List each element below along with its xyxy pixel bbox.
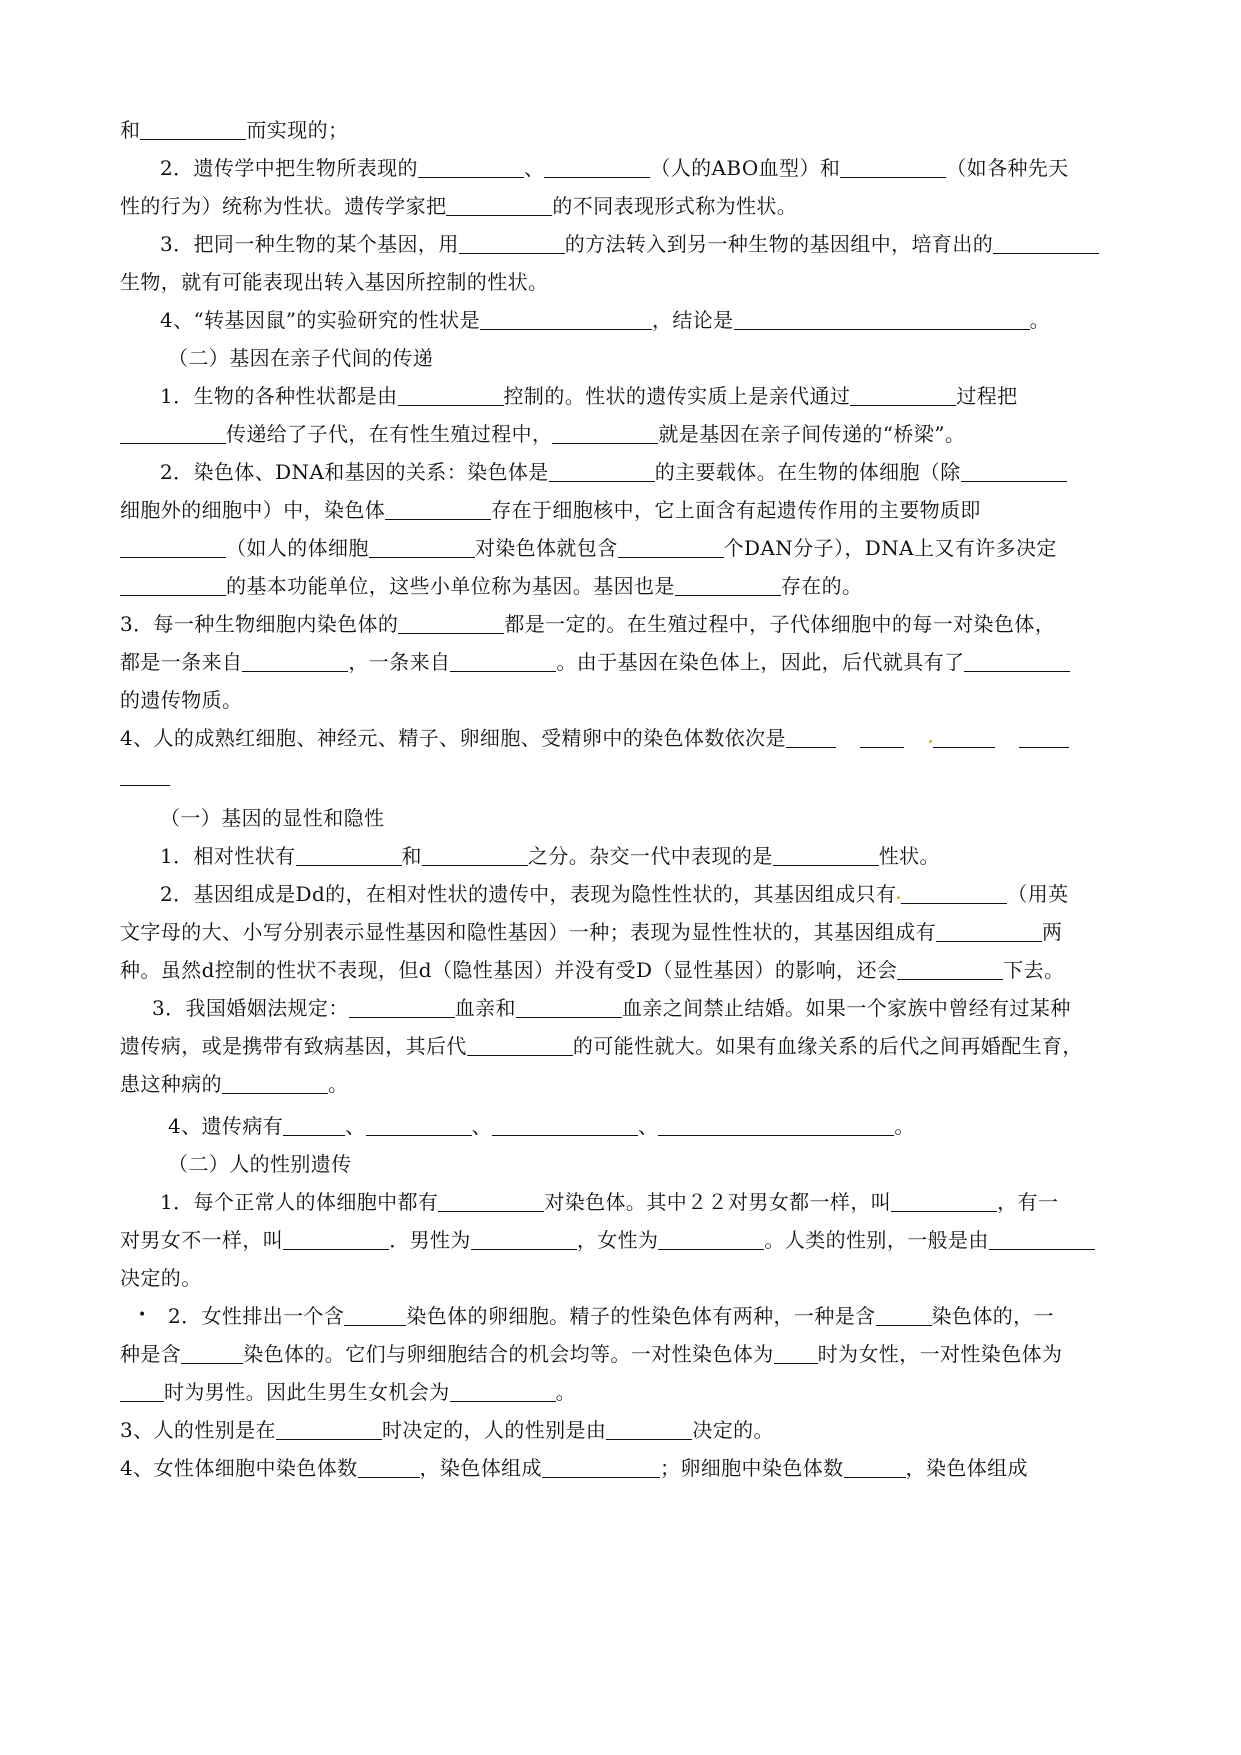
blank[interactable]: [840, 157, 946, 178]
blank[interactable]: [675, 575, 781, 596]
blank[interactable]: [471, 1229, 577, 1250]
blank[interactable]: [844, 1457, 906, 1478]
text-line: 患这种病的 。: [120, 1072, 349, 1096]
text-line: 3．每一种生物细胞内染色体的 都是一定的。在生殖过程中，子代体细胞中的每一对染色体，: [120, 612, 1056, 636]
blank[interactable]: [296, 845, 402, 866]
blank[interactable]: [120, 1381, 164, 1402]
blank[interactable]: [1019, 727, 1069, 748]
blank[interactable]: [658, 1229, 764, 1250]
text-line: 2．遗传学中把生物所表现的 、 （人的ABO血型）和 （如各种先天: [160, 156, 1069, 180]
blank[interactable]: [446, 195, 552, 216]
blank[interactable]: [369, 537, 475, 558]
blank[interactable]: [773, 845, 879, 866]
blank[interactable]: [344, 1305, 406, 1326]
text-line: 的遗传物质。: [120, 688, 243, 712]
text-line: 文字母的大、小写分别表示显性基因和隐性基因）一种；表现为显性性状的，其基因组成有 两: [120, 920, 1063, 944]
blank[interactable]: [933, 727, 995, 748]
blank[interactable]: [618, 537, 724, 558]
blank[interactable]: [120, 537, 226, 558]
text-line: （如人的体细胞 对染色体就包含 个DAN分子），DNA上又有许多决定: [120, 534, 1130, 562]
blank[interactable]: [283, 1115, 345, 1136]
bullet-marker: •: [138, 1307, 147, 1323]
text-line: 都是一条来自 ，一条来自 。由于基因在染色体上，因此，后代就具有了: [120, 648, 1130, 676]
blank[interactable]: [549, 461, 655, 482]
text-line: 对男女不一样，叫 ．男性为 ，女性为 。人类的性别，一般是由: [120, 1226, 1130, 1254]
blank[interactable]: [422, 845, 528, 866]
blank[interactable]: [398, 385, 504, 406]
section-heading: （一）基因的显性和隐性: [160, 806, 385, 830]
text-line: 遗传病，或是携带有致病基因，其后代 的可能性就大。如果有血缘关系的后代之间再婚配生育，: [120, 1034, 1083, 1058]
blank[interactable]: [658, 1115, 894, 1136]
text-line: 3、人的性别是在 时决定的，人的性别是由 决定的。: [120, 1418, 774, 1442]
blank[interactable]: [544, 157, 650, 178]
blank[interactable]: [276, 1419, 382, 1440]
blank[interactable]: [283, 1229, 389, 1250]
text-line: [120, 762, 1130, 790]
blank[interactable]: [385, 499, 491, 520]
blank[interactable]: [876, 1305, 932, 1326]
blank[interactable]: [480, 309, 652, 330]
text-line: 生物，就有可能表现出转入基因所控制的性状。: [120, 270, 549, 294]
blank[interactable]: [242, 651, 348, 672]
blank[interactable]: [850, 385, 956, 406]
blank[interactable]: [964, 651, 1070, 672]
blank[interactable]: [398, 613, 504, 634]
section-heading: （二）基因在亲子代间的传递: [168, 346, 434, 370]
text-line: 4、女性体细胞中染色体数 ，染色体组成 ；卵细胞中染色体数 ，染色体组成: [120, 1456, 1028, 1480]
blank[interactable]: [552, 423, 658, 444]
blank[interactable]: [516, 997, 622, 1018]
text-line: 3．把同一种生物的某个基因，用 的方法转入到另一种生物的基因组中，培育出的: [160, 230, 1130, 258]
blank[interactable]: [860, 727, 904, 748]
blank[interactable]: [734, 309, 1030, 330]
text-line: 2．基因组成是Dd的，在相对性状的遗传中，表现为隐性性状的，其基因组成只有 （用英: [160, 882, 1069, 906]
blank[interactable]: [897, 959, 1003, 980]
text-line: 4、遗传病有 、 、 、 。: [168, 1114, 915, 1138]
text-line: 1．每个正常人的体细胞中都有 对染色体。其中２２对男女都一样，叫 ，有一: [160, 1190, 1059, 1214]
blank[interactable]: [542, 1457, 660, 1478]
text-line: 4、“转基因鼠”的实验研究的性状是 ，结论是 。: [160, 308, 1050, 332]
text-line: 1．生物的各种性状都是由 控制的。性状的遗传实质上是亲代通过 过程把: [160, 384, 1018, 408]
blank[interactable]: [606, 1419, 692, 1440]
text-line: 决定的。: [120, 1266, 202, 1290]
blank[interactable]: [438, 1191, 544, 1212]
blank[interactable]: [961, 461, 1067, 482]
text-line: 2．女性排出一个含 染色体的卵细胞。精子的性染色体有两种，一种是含 染色体的，一: [168, 1304, 1054, 1328]
blank[interactable]: [492, 1115, 638, 1136]
text-line: 种是含 染色体的。它们与卵细胞结合的机会均等。一对性染色体为 时为女性，一对性染色体为: [120, 1342, 1063, 1366]
blank[interactable]: [418, 157, 524, 178]
blank[interactable]: [936, 921, 1042, 942]
blank[interactable]: [366, 1115, 472, 1136]
text-line: 1．相对性状有 和 之分。杂交一代中表现的是 性状。: [160, 844, 940, 868]
blank[interactable]: [349, 997, 455, 1018]
blank[interactable]: [450, 651, 556, 672]
blank[interactable]: [181, 1343, 243, 1364]
text-line: 传递给了子代，在有性生殖过程中， 就是基因在亲子间传递的“桥梁”。: [120, 420, 1130, 448]
text-line: 时为男性。因此生男生女机会为 。: [120, 1378, 1130, 1406]
text-line: 性的行为）统称为性状。遗传学家把 的不同表现形式称为性状。: [120, 194, 798, 218]
text-line: 和 而实现的；: [120, 118, 349, 142]
mark-dot: [897, 896, 900, 899]
text-line: 种。虽然d控制的性状不表现，但d（隐性基因）并没有受D（显性基因）的影响，还会 下去。: [120, 958, 1065, 982]
blank[interactable]: [120, 423, 226, 444]
blank[interactable]: [459, 233, 565, 254]
blank[interactable]: [358, 1457, 420, 1478]
blank[interactable]: [140, 119, 246, 140]
blank[interactable]: [120, 575, 226, 596]
mark-dot: [929, 740, 932, 743]
blank[interactable]: [901, 883, 1007, 904]
blank[interactable]: [774, 1343, 818, 1364]
blank[interactable]: [891, 1191, 997, 1212]
text-line: 细胞外的细胞中）中，染色体 存在于细胞核中，它上面含有起遗传作用的主要物质即: [120, 498, 981, 522]
text-line: 2．染色体、DNA和基因的关系：染色体是 的主要载体。在生物的体细胞（除: [160, 458, 1130, 486]
blank[interactable]: [222, 1073, 328, 1094]
blank[interactable]: [993, 233, 1099, 254]
text-line: 3．我国婚姻法规定： 血亲和 血亲之间禁止结婚。如果一个家族中曾经有过某种: [152, 996, 1071, 1020]
blank[interactable]: [989, 1229, 1095, 1250]
blank[interactable]: [120, 765, 170, 786]
blank[interactable]: [467, 1035, 573, 1056]
section-heading: （二）人的性别遗传: [168, 1152, 352, 1176]
blank[interactable]: [450, 1381, 556, 1402]
text-line: 的基本功能单位，这些小单位称为基因。基因也是 存在的。: [120, 572, 1130, 600]
blank[interactable]: [786, 727, 836, 748]
text-line: 4、人的成熟红细胞、神经元、精子、卵细胞、受精卵中的染色体数依次是: [120, 724, 1130, 752]
